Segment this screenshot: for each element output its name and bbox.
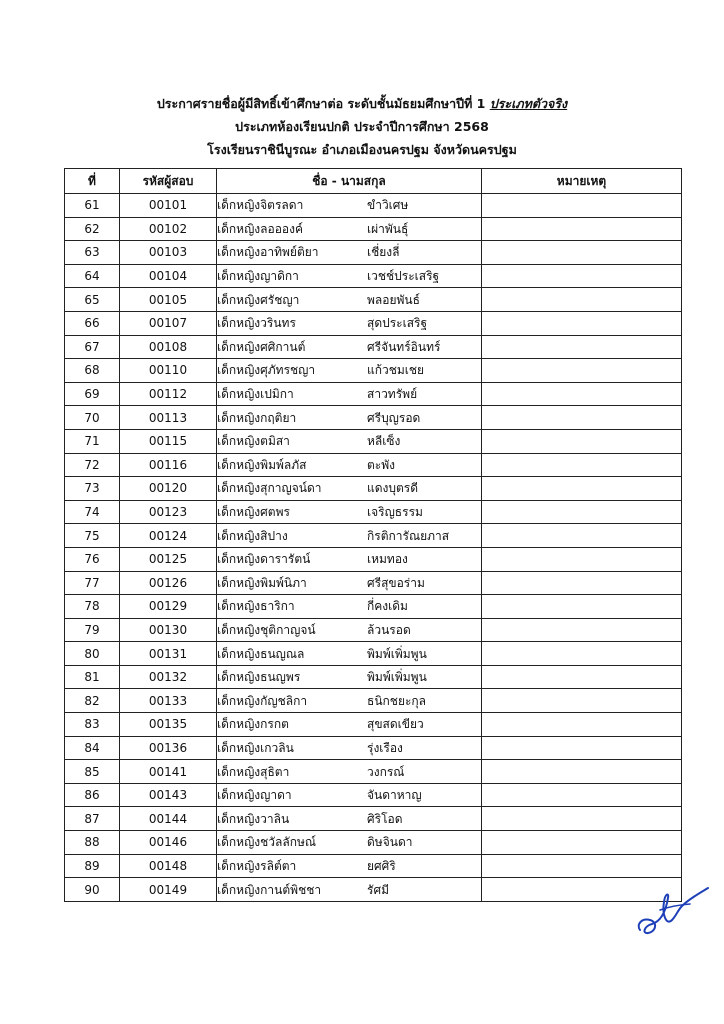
last-name: กี่คงเดิม	[367, 599, 408, 614]
exam-id: 00123	[120, 500, 217, 524]
full-name-cell	[217, 241, 482, 265]
exam-id: 00108	[120, 335, 217, 359]
full-name-cell	[217, 807, 482, 831]
remarks-cell	[482, 194, 682, 218]
school-name-line: โรงเรียนราชินีบูรณะ อำเภอเมืองนครปฐม จังหวัดนครปฐม	[207, 142, 517, 157]
exam-id: 00101	[120, 194, 217, 218]
exam-id: 00131	[120, 642, 217, 666]
exam-id: 00112	[120, 382, 217, 406]
first-name: เด็กหญิงวรินทร	[217, 316, 296, 331]
row-number: 69	[65, 382, 120, 406]
first-name: เด็กหญิงดารารัตน์	[217, 552, 311, 567]
row-number: 85	[65, 760, 120, 784]
row-number: 63	[65, 241, 120, 265]
full-name-cell	[217, 854, 482, 878]
full-name-cell	[217, 429, 482, 453]
remarks-cell	[482, 760, 682, 784]
full-name-cell	[217, 878, 482, 902]
table-row	[65, 406, 682, 430]
remarks-cell	[482, 382, 682, 406]
row-number: 71	[65, 429, 120, 453]
first-name: เด็กหญิงศรัชญา	[217, 292, 300, 307]
table-row	[65, 453, 682, 477]
first-name: เด็กหญิงเปมิกา	[217, 387, 294, 402]
table-body	[65, 194, 682, 902]
first-name: เด็กหญิงชุติกาญจน์	[217, 622, 316, 637]
last-name: สุดประเสริฐ	[367, 316, 428, 331]
exam-id: 00146	[120, 831, 217, 855]
classroom-type-line: ประเภทห้องเรียนปกติ ประจำปีการศึกษา 2568	[235, 119, 489, 134]
exam-id: 00116	[120, 453, 217, 477]
row-number: 61	[65, 194, 120, 218]
table-header-row	[65, 169, 682, 194]
last-name: ตะพัง	[367, 457, 396, 472]
column-header-remarks: หมายเหตุ	[482, 169, 682, 194]
remarks-cell	[482, 311, 682, 335]
full-name-cell	[217, 382, 482, 406]
row-number: 86	[65, 783, 120, 807]
row-number: 72	[65, 453, 120, 477]
table-row	[65, 241, 682, 265]
full-name-cell	[217, 571, 482, 595]
full-name-cell	[217, 500, 482, 524]
remarks-cell	[482, 618, 682, 642]
exam-id: 00135	[120, 713, 217, 737]
last-name: แดงบุตรดี	[367, 481, 419, 496]
first-name: เด็กหญิงรลิต์ตา	[217, 858, 297, 873]
row-number: 83	[65, 713, 120, 737]
exam-id: 00129	[120, 595, 217, 619]
row-number: 73	[65, 477, 120, 501]
table-row	[65, 288, 682, 312]
last-name: ศิริโอด	[367, 811, 403, 826]
exam-id: 00133	[120, 689, 217, 713]
full-name-cell	[217, 194, 482, 218]
first-name: เด็กหญิงกานต์พิชชา	[217, 882, 322, 897]
full-name-cell	[217, 665, 482, 689]
remarks-cell	[482, 241, 682, 265]
row-number: 64	[65, 264, 120, 288]
table-row	[65, 264, 682, 288]
row-number: 89	[65, 854, 120, 878]
first-name: เด็กหญิงลออองค์	[217, 221, 304, 236]
table-row	[65, 524, 682, 548]
row-number: 84	[65, 736, 120, 760]
last-name: กิรติการัณยภาส	[367, 528, 450, 543]
remarks-cell	[482, 359, 682, 383]
exam-id: 00125	[120, 547, 217, 571]
table-row	[65, 335, 682, 359]
full-name-cell	[217, 217, 482, 241]
first-name: เด็กหญิงกฤติยา	[217, 410, 297, 425]
remarks-cell	[482, 854, 682, 878]
remarks-cell	[482, 406, 682, 430]
first-name: เด็กหญิงจิตรลดา	[217, 198, 304, 213]
row-number: 65	[65, 288, 120, 312]
exam-id: 00132	[120, 665, 217, 689]
table-row	[65, 783, 682, 807]
last-name: พลอยพันธ์	[367, 292, 420, 307]
exam-id: 00107	[120, 311, 217, 335]
full-name-cell	[217, 618, 482, 642]
last-name: ยศศิริ	[367, 858, 396, 873]
full-name-cell	[217, 335, 482, 359]
column-header-exam-id: รหัสผู้สอบ	[120, 169, 217, 194]
remarks-cell	[482, 547, 682, 571]
exam-id: 00149	[120, 878, 217, 902]
first-name: เด็กหญิงศุภัทรชญา	[217, 363, 316, 378]
exam-id: 00104	[120, 264, 217, 288]
table-row	[65, 642, 682, 666]
remarks-cell	[482, 713, 682, 737]
table-row	[65, 311, 682, 335]
exam-id: 00110	[120, 359, 217, 383]
full-name-cell	[217, 288, 482, 312]
remarks-cell	[482, 524, 682, 548]
full-name-cell	[217, 642, 482, 666]
full-name-cell	[217, 689, 482, 713]
row-number: 81	[65, 665, 120, 689]
full-name-cell	[217, 406, 482, 430]
last-name: ศรีสุขอร่าม	[367, 575, 425, 590]
column-header-full-name: ชื่อ - นามสกุล	[217, 169, 482, 194]
first-name: เด็กหญิงเกวลิน	[217, 740, 294, 755]
first-name: เด็กหญิงสิปาง	[217, 528, 288, 543]
last-name: จันดาหาญ	[367, 788, 422, 803]
last-name: สุขสดเขียว	[367, 717, 424, 732]
full-name-cell	[217, 359, 482, 383]
last-name: รัศมี	[367, 882, 389, 897]
remarks-cell	[482, 807, 682, 831]
student-roster-table	[64, 168, 682, 902]
table-row	[65, 359, 682, 383]
row-number: 88	[65, 831, 120, 855]
first-name: เด็กหญิงอาทิพย์ติยา	[217, 245, 319, 260]
exam-id: 00113	[120, 406, 217, 430]
full-name-cell	[217, 311, 482, 335]
full-name-cell	[217, 477, 482, 501]
announcement-title-main: ประกาศรายชื่อผู้มีสิทธิ์เข้าศึกษาต่อ ระดับชั้นมัธยมศึกษาปีที่ 1	[156, 96, 486, 111]
exam-id: 00143	[120, 783, 217, 807]
last-name: รุ่งเรือง	[367, 740, 403, 755]
table-row	[65, 547, 682, 571]
full-name-cell	[217, 713, 482, 737]
last-name: เหมทอง	[367, 552, 408, 567]
last-name: สาวทรัพย์	[367, 387, 418, 402]
first-name: เด็กหญิงสุกาญจน์ดา	[217, 481, 322, 496]
row-number: 80	[65, 642, 120, 666]
row-number: 82	[65, 689, 120, 713]
table-row	[65, 665, 682, 689]
first-name: เด็กหญิงศศิกานต์	[217, 339, 306, 354]
table-row	[65, 595, 682, 619]
remarks-cell	[482, 595, 682, 619]
first-name: เด็กหญิงกรกต	[217, 717, 289, 732]
last-name: ขำวิเศษ	[367, 198, 409, 213]
exam-id: 00105	[120, 288, 217, 312]
last-name: พิมพ์เพิ่มพูน	[367, 646, 427, 661]
full-name-cell	[217, 547, 482, 571]
full-name-cell	[217, 524, 482, 548]
exam-id: 00130	[120, 618, 217, 642]
table-row	[65, 477, 682, 501]
first-name: เด็กหญิงธนญพร	[217, 670, 301, 685]
row-number: 70	[65, 406, 120, 430]
exam-id: 00141	[120, 760, 217, 784]
first-name: เด็กหญิงกัญชลิกา	[217, 693, 308, 708]
table-row	[65, 618, 682, 642]
table-row	[65, 571, 682, 595]
row-number: 66	[65, 311, 120, 335]
first-name: เด็กหญิงพิมพ์ลภัส	[217, 457, 307, 472]
remarks-cell	[482, 477, 682, 501]
last-name: ดิษจินดา	[367, 835, 413, 850]
table-row	[65, 854, 682, 878]
row-number: 62	[65, 217, 120, 241]
first-name: เด็กหญิงญาดิกา	[217, 269, 299, 284]
first-name: เด็กหญิงธาริกา	[217, 599, 295, 614]
table-row	[65, 382, 682, 406]
full-name-cell	[217, 595, 482, 619]
exam-id: 00136	[120, 736, 217, 760]
row-number: 76	[65, 547, 120, 571]
table-row	[65, 760, 682, 784]
full-name-cell	[217, 760, 482, 784]
remarks-cell	[482, 500, 682, 524]
remarks-cell	[482, 429, 682, 453]
remarks-cell	[482, 736, 682, 760]
full-name-cell	[217, 783, 482, 807]
exam-id: 00102	[120, 217, 217, 241]
full-name-cell	[217, 831, 482, 855]
remarks-cell	[482, 453, 682, 477]
exam-id: 00144	[120, 807, 217, 831]
exam-id: 00115	[120, 429, 217, 453]
table-row	[65, 878, 682, 902]
announcement-title	[0, 92, 724, 115]
row-number: 75	[65, 524, 120, 548]
table-row	[65, 194, 682, 218]
table-row	[65, 689, 682, 713]
exam-id: 00126	[120, 571, 217, 595]
remarks-cell	[482, 642, 682, 666]
row-number: 68	[65, 359, 120, 383]
table-row	[65, 500, 682, 524]
full-name-cell	[217, 453, 482, 477]
table-row	[65, 713, 682, 737]
table-row	[65, 807, 682, 831]
full-name-cell	[217, 736, 482, 760]
remarks-cell	[482, 288, 682, 312]
table-row	[65, 217, 682, 241]
column-header-number: ที่	[65, 169, 120, 194]
first-name: เด็กหญิงวาลิน	[217, 811, 290, 826]
last-name: ธนิกชยะกุล	[367, 693, 427, 708]
first-name: เด็กหญิงชวัลลักษณ์	[217, 835, 317, 850]
row-number: 74	[65, 500, 120, 524]
row-number: 67	[65, 335, 120, 359]
last-name: แก้วชมเชย	[367, 363, 425, 378]
first-name: เด็กหญิงศตพร	[217, 505, 290, 520]
remarks-cell	[482, 571, 682, 595]
last-name: พิมพ์เพิ่มพูน	[367, 670, 427, 685]
remarks-cell	[482, 264, 682, 288]
row-number: 78	[65, 595, 120, 619]
row-number: 79	[65, 618, 120, 642]
row-number: 90	[65, 878, 120, 902]
last-name: ล้วนรอด	[367, 622, 411, 637]
last-name: ศรีบุญรอด	[367, 410, 421, 425]
remarks-cell	[482, 335, 682, 359]
last-name: หลีเซ็ง	[367, 434, 401, 449]
first-name: เด็กหญิงธนญณล	[217, 646, 305, 661]
first-name: เด็กหญิงสุธิตา	[217, 764, 290, 779]
table-row	[65, 736, 682, 760]
document-header	[0, 92, 724, 161]
full-name-cell	[217, 264, 482, 288]
exam-id: 00103	[120, 241, 217, 265]
row-number: 87	[65, 807, 120, 831]
admission-type-label: ประเภทตัวจริง	[489, 96, 568, 111]
first-name: เด็กหญิงพิมพ์นิภา	[217, 575, 307, 590]
remarks-cell	[482, 217, 682, 241]
last-name: เวชช์ประเสริฐ	[367, 269, 440, 284]
first-name: เด็กหญิงตมิสา	[217, 434, 290, 449]
row-number: 77	[65, 571, 120, 595]
signature-mark	[632, 880, 712, 940]
remarks-cell	[482, 665, 682, 689]
table-row	[65, 429, 682, 453]
last-name: เจริญธรรม	[367, 505, 423, 520]
remarks-cell	[482, 689, 682, 713]
table-row	[65, 831, 682, 855]
last-name: ศรีจันทร์อินทร์	[367, 339, 441, 354]
last-name: เผ่าพันธุ์	[367, 221, 409, 236]
last-name: เชี่ยงลี่	[367, 245, 400, 260]
exam-id: 00148	[120, 854, 217, 878]
last-name: วงกรณ์	[367, 764, 405, 779]
remarks-cell	[482, 783, 682, 807]
remarks-cell	[482, 831, 682, 855]
first-name: เด็กหญิงญาดา	[217, 788, 292, 803]
exam-id: 00120	[120, 477, 217, 501]
exam-id: 00124	[120, 524, 217, 548]
